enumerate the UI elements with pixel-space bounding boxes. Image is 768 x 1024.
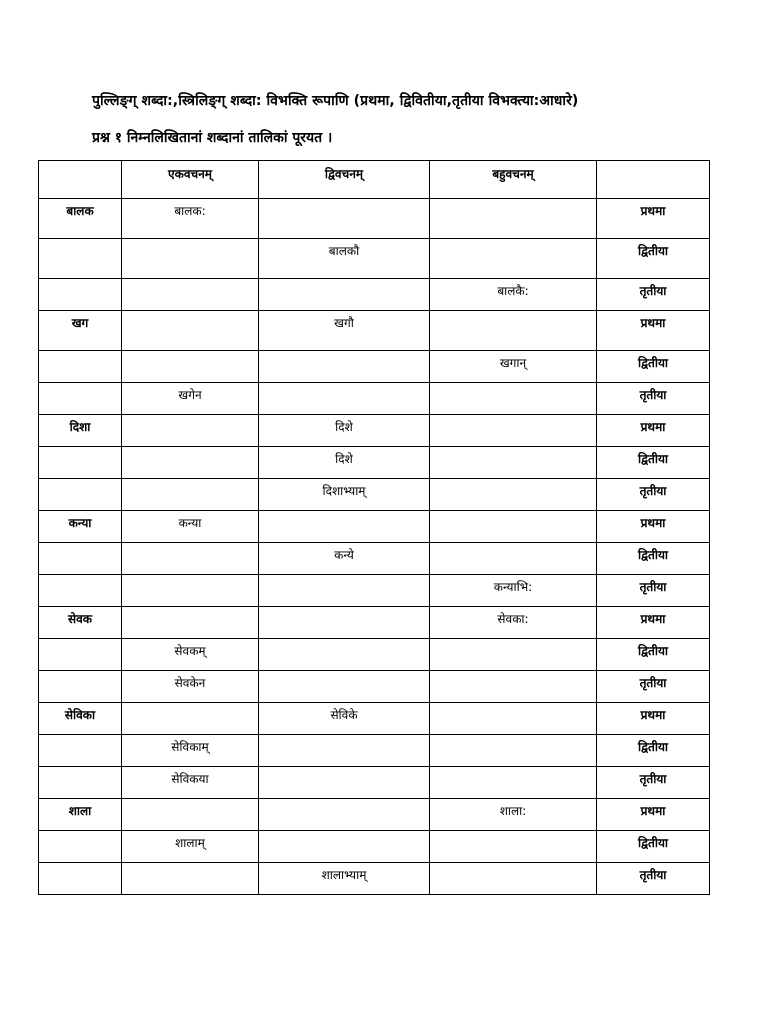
singular-cell: सेविकया <box>122 767 259 799</box>
singular-cell <box>122 543 259 575</box>
table-body <box>39 199 710 895</box>
case-cell: तृतीया <box>597 863 710 895</box>
word-cell <box>39 279 122 311</box>
plural-cell: सेवका: <box>430 607 597 639</box>
word-cell <box>39 767 122 799</box>
dual-cell: सेविके <box>259 703 430 735</box>
header-case <box>597 161 710 199</box>
case-cell: प्रथमा <box>597 799 710 831</box>
singular-cell <box>122 311 259 351</box>
plural-cell <box>430 447 597 479</box>
word-cell <box>39 383 122 415</box>
dual-cell <box>259 575 430 607</box>
singular-cell <box>122 799 259 831</box>
word-cell: सेवक <box>39 607 122 639</box>
table-header-row <box>39 161 710 199</box>
header-dual: द्विवचनम् <box>259 161 430 199</box>
table-row <box>39 479 710 511</box>
plural-cell <box>430 671 597 703</box>
plural-cell <box>430 831 597 863</box>
table-row <box>39 199 710 239</box>
page-heading: पुल्लिङ्ग् शब्दा:,स्त्रिलिङ्ग् शब्दा: विभक्ति रूपाणि (प्रथमा, द्विवितीया,तृतीया विभक्त्या:आधारे) <box>92 93 579 109</box>
singular-cell: सेवकेन <box>122 671 259 703</box>
singular-cell <box>122 863 259 895</box>
table-row <box>39 607 710 639</box>
dual-cell: कन्ये <box>259 543 430 575</box>
word-cell <box>39 831 122 863</box>
declension-table <box>38 160 710 895</box>
dual-cell <box>259 351 430 383</box>
singular-cell <box>122 447 259 479</box>
case-cell: प्रथमा <box>597 607 710 639</box>
case-cell: प्रथमा <box>597 199 710 239</box>
singular-cell: शालाम् <box>122 831 259 863</box>
case-cell: तृतीया <box>597 383 710 415</box>
case-cell: प्रथमा <box>597 511 710 543</box>
plural-cell: कन्याभि: <box>430 575 597 607</box>
header-plural: बहुवचनम् <box>430 161 597 199</box>
table-row <box>39 447 710 479</box>
table-row <box>39 735 710 767</box>
singular-cell <box>122 239 259 279</box>
dual-cell <box>259 607 430 639</box>
table-row <box>39 831 710 863</box>
case-cell: द्वितीया <box>597 831 710 863</box>
plural-cell <box>430 311 597 351</box>
table-row <box>39 703 710 735</box>
case-cell: तृतीया <box>597 767 710 799</box>
table-row <box>39 239 710 279</box>
singular-cell <box>122 415 259 447</box>
dual-cell: शालाभ्याम् <box>259 863 430 895</box>
case-cell: द्वितीया <box>597 735 710 767</box>
dual-cell: दिशे <box>259 415 430 447</box>
dual-cell <box>259 799 430 831</box>
dual-cell <box>259 511 430 543</box>
case-cell: द्वितीया <box>597 447 710 479</box>
singular-cell: सेवकम् <box>122 639 259 671</box>
dual-cell <box>259 383 430 415</box>
word-cell <box>39 479 122 511</box>
dual-cell: दिशे <box>259 447 430 479</box>
case-cell: प्रथमा <box>597 311 710 351</box>
case-cell: तृतीया <box>597 671 710 703</box>
table-row <box>39 543 710 575</box>
singular-cell: कन्या <box>122 511 259 543</box>
singular-cell: बालक: <box>122 199 259 239</box>
word-cell: बालक <box>39 199 122 239</box>
singular-cell: सेविकाम् <box>122 735 259 767</box>
plural-cell <box>430 511 597 543</box>
question-text: प्रश्न १ निम्नलिखितानां शब्दानां तालिकां पूरयत । <box>92 130 333 146</box>
case-cell: तृतीया <box>597 575 710 607</box>
word-cell <box>39 543 122 575</box>
singular-cell <box>122 279 259 311</box>
plural-cell <box>430 639 597 671</box>
word-cell <box>39 735 122 767</box>
plural-cell <box>430 863 597 895</box>
word-cell: शाला <box>39 799 122 831</box>
case-cell: द्वितीया <box>597 239 710 279</box>
case-cell: प्रथमा <box>597 415 710 447</box>
plural-cell <box>430 767 597 799</box>
word-cell <box>39 671 122 703</box>
dual-cell <box>259 831 430 863</box>
plural-cell <box>430 479 597 511</box>
dual-cell: दिशाभ्याम् <box>259 479 430 511</box>
case-cell: द्वितीया <box>597 639 710 671</box>
plural-cell <box>430 415 597 447</box>
table-row <box>39 351 710 383</box>
word-cell <box>39 639 122 671</box>
dual-cell <box>259 199 430 239</box>
plural-cell <box>430 735 597 767</box>
table-row <box>39 863 710 895</box>
table-row <box>39 799 710 831</box>
case-cell: तृतीया <box>597 479 710 511</box>
table-row <box>39 383 710 415</box>
singular-cell <box>122 703 259 735</box>
plural-cell <box>430 543 597 575</box>
word-cell <box>39 351 122 383</box>
case-cell: द्वितीया <box>597 351 710 383</box>
plural-cell <box>430 703 597 735</box>
case-cell: द्वितीया <box>597 543 710 575</box>
dual-cell <box>259 279 430 311</box>
dual-cell <box>259 671 430 703</box>
plural-cell: खगान् <box>430 351 597 383</box>
dual-cell <box>259 767 430 799</box>
word-cell <box>39 447 122 479</box>
word-cell <box>39 575 122 607</box>
table-row <box>39 639 710 671</box>
plural-cell <box>430 239 597 279</box>
table-row <box>39 415 710 447</box>
table-row <box>39 671 710 703</box>
word-cell: दिशा <box>39 415 122 447</box>
table-row <box>39 575 710 607</box>
singular-cell <box>122 607 259 639</box>
dual-cell: खगौ <box>259 311 430 351</box>
dual-cell: बालकौ <box>259 239 430 279</box>
header-word <box>39 161 122 199</box>
singular-cell <box>122 479 259 511</box>
plural-cell <box>430 383 597 415</box>
word-cell: सेविका <box>39 703 122 735</box>
plural-cell: बालकै: <box>430 279 597 311</box>
word-cell: कन्या <box>39 511 122 543</box>
plural-cell: शाला: <box>430 799 597 831</box>
dual-cell <box>259 639 430 671</box>
table-row <box>39 767 710 799</box>
singular-cell <box>122 351 259 383</box>
case-cell: प्रथमा <box>597 703 710 735</box>
word-cell: खग <box>39 311 122 351</box>
table-row <box>39 279 710 311</box>
table-row <box>39 511 710 543</box>
word-cell <box>39 863 122 895</box>
singular-cell <box>122 575 259 607</box>
word-cell <box>39 239 122 279</box>
table-row <box>39 311 710 351</box>
header-singular: एकवचनम् <box>122 161 259 199</box>
dual-cell <box>259 735 430 767</box>
case-cell: तृतीया <box>597 279 710 311</box>
singular-cell: खगेन <box>122 383 259 415</box>
plural-cell <box>430 199 597 239</box>
